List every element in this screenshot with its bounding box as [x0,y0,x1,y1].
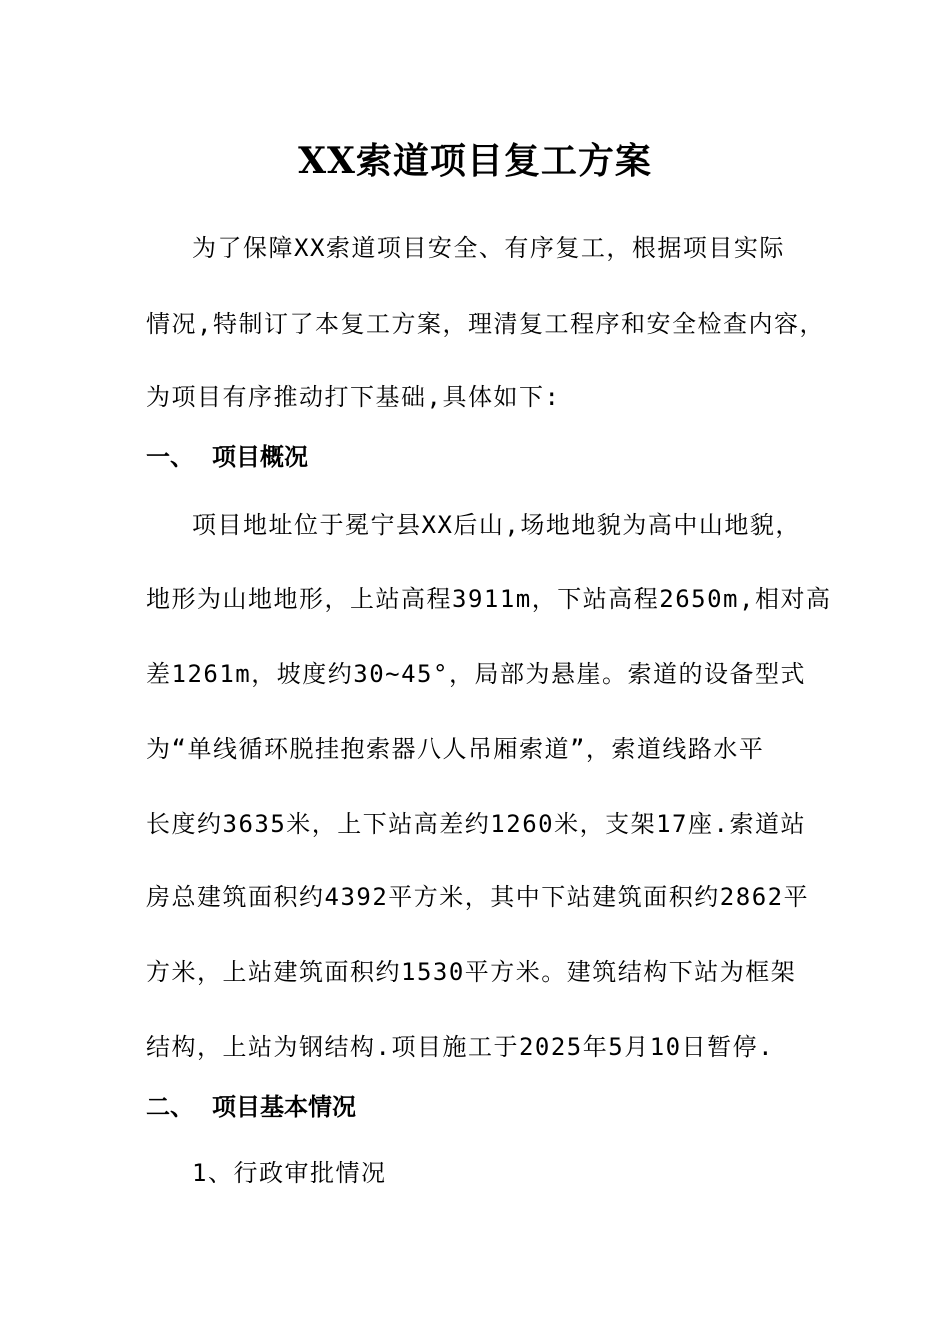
paragraph-line: 地形为山地地形，上站高程3911m，下站高程2650m,相对高 [146,585,832,613]
section-heading-1 [146,441,308,473]
intro-line: 情况,特制订了本复工方案，理清复工程序和安全检查内容， [146,310,825,338]
paragraph-line: 为“单线循环脱挂抱索器八人吊厢索道”，索道线路水平 [146,735,765,763]
subitem-line: 1、行政审批情况 [192,1159,387,1187]
paragraph-line: 差1261m，坡度约30~45°，局部为悬崖。索道的设备型式 [146,660,806,688]
intro-line: 为了保障XX索道项目安全、有序复工，根据项目实际 [192,234,785,262]
paragraph-line: 项目地址位于冕宁县XX后山,场地地貌为高中山地貌， [192,511,801,539]
document-title: XX索道项目复工方案 [298,140,652,182]
section-heading-2 [146,1091,356,1123]
paragraph-line: 方米，上站建筑面积约1530平方米。建筑结构下站为框架 [146,958,797,986]
section-number: 一、 [146,443,194,471]
section-title: 项目概况 [212,443,308,471]
section-number: 二、 [146,1093,194,1121]
paragraph-line: 长度约3635米，上下站高差约1260米，支架17座.索道站 [146,810,806,838]
section-title: 项目基本情况 [212,1093,356,1121]
intro-line: 为项目有序推动打下基础,具体如下: [146,383,561,411]
paragraph-line: 结构，上站为钢结构.项目施工于2025年5月10日暂停. [146,1033,775,1061]
paragraph-line: 房总建筑面积约4392平方米，其中下站建筑面积约2862平 [146,883,810,911]
